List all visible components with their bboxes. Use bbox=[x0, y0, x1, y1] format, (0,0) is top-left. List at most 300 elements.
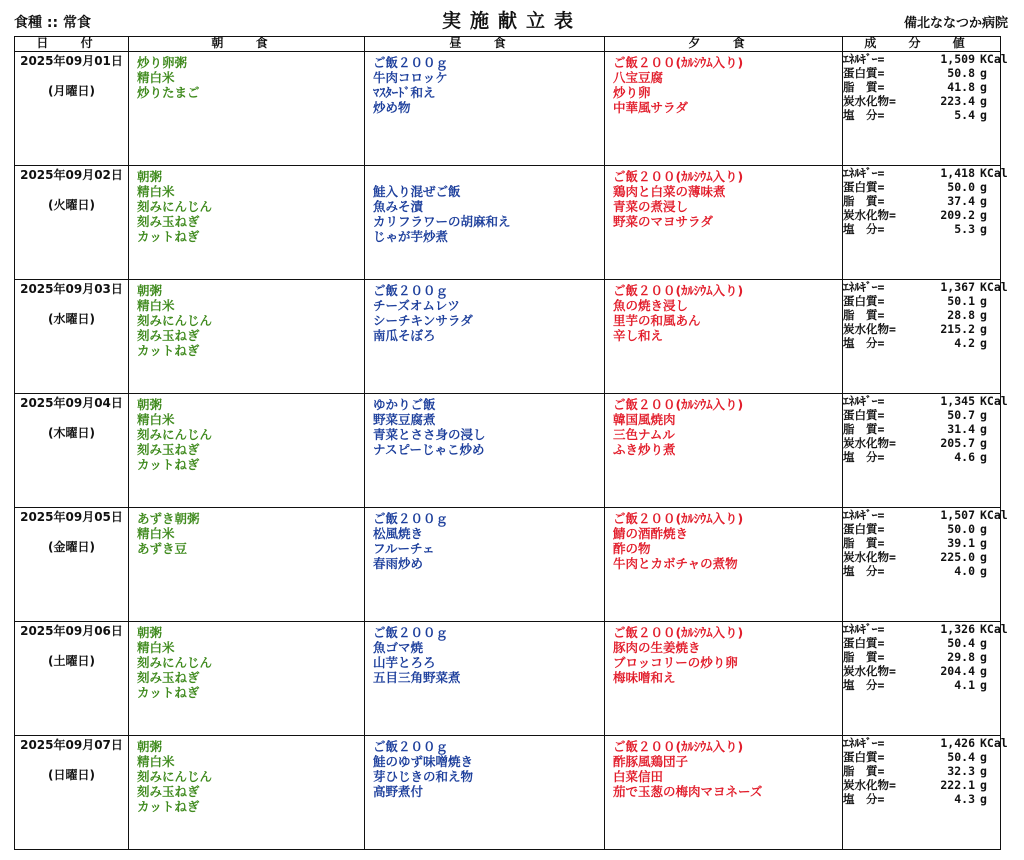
nutrient-unit-fat: g bbox=[980, 194, 987, 208]
nutrient-value-carbs: 222.1 bbox=[940, 778, 975, 792]
breakfast-item: 刻み玉ねぎ bbox=[137, 670, 200, 685]
nutrient-label-carbs: 炭水化物= bbox=[843, 436, 896, 450]
table-row bbox=[15, 166, 1001, 280]
nutrient-row-salt bbox=[843, 450, 1000, 464]
weekday-text: (木曜日) bbox=[48, 426, 95, 440]
nutrient-label-energy: ｴﾈﾙｷﾞｰ= bbox=[843, 508, 885, 522]
dinner-item: 中華風サラダ bbox=[613, 100, 688, 115]
nutrient-unit-fat: g bbox=[980, 80, 987, 94]
breakfast-item: 精白米 bbox=[137, 526, 175, 541]
lunch-item: 魚ゴマ焼 bbox=[373, 640, 424, 655]
nutrient-row-energy bbox=[843, 52, 1008, 66]
nutrient-unit-salt: g bbox=[980, 678, 987, 692]
lunch-item: 野菜豆腐煮 bbox=[373, 412, 436, 427]
nutrient-label-carbs: 炭水化物= bbox=[843, 322, 896, 336]
breakfast-item: カットねぎ bbox=[137, 229, 200, 244]
nutrient-label-salt: 塩 分= bbox=[843, 564, 885, 578]
nutrient-row-protein bbox=[843, 180, 1000, 194]
dinner-item: 里芋の和風あん bbox=[613, 313, 701, 328]
date-cell bbox=[15, 394, 129, 508]
nutrient-row-salt bbox=[843, 564, 1000, 578]
nutrient-unit-protein: g bbox=[980, 180, 987, 194]
lunch-item: 鮭のゆず味噌焼き bbox=[373, 754, 474, 769]
nutrient-unit-fat: g bbox=[980, 650, 987, 664]
nutrient-value-fat: 31.4 bbox=[947, 422, 975, 436]
dinner-cell bbox=[605, 508, 843, 622]
nutrient-label-protein: 蛋白質= bbox=[843, 66, 885, 80]
nutrient-label-fat: 脂 質= bbox=[843, 422, 885, 436]
nutrient-unit-carbs: g bbox=[980, 664, 987, 678]
nutrient-unit-carbs: g bbox=[980, 436, 987, 450]
breakfast-cell bbox=[129, 508, 365, 622]
lunch-item: チーズオムレツ bbox=[373, 298, 460, 313]
nutrient-row-energy bbox=[843, 280, 1008, 294]
lunch-item: 魚みそ漬 bbox=[373, 199, 424, 214]
weekday-text: (火曜日) bbox=[48, 198, 95, 212]
nutrient-value-energy: 1,507 bbox=[940, 508, 975, 522]
nutrient-label-energy: ｴﾈﾙｷﾞｰ= bbox=[843, 394, 885, 408]
date-cell bbox=[15, 166, 129, 280]
breakfast-item: 刻みにんじん bbox=[137, 769, 213, 784]
lunch-item: ご飯２００ｇ bbox=[373, 55, 449, 70]
breakfast-items bbox=[129, 736, 364, 814]
nutrient-value-protein: 50.7 bbox=[947, 408, 975, 422]
nutrient-row-energy bbox=[843, 736, 1008, 750]
breakfast-cell bbox=[129, 52, 365, 166]
nutrition-cell bbox=[843, 394, 1008, 508]
dinner-item: ブロッコリーの炒り卵 bbox=[613, 655, 738, 670]
nutrient-label-carbs: 炭水化物= bbox=[843, 778, 896, 792]
lunch-item: ご飯２００ｇ bbox=[373, 283, 449, 298]
nutrient-row-protein bbox=[843, 750, 1000, 764]
nutrient-unit-salt: g bbox=[980, 792, 987, 806]
nutrient-row-salt bbox=[843, 678, 1000, 692]
lunch-item: 南瓜そぼろ bbox=[373, 328, 436, 343]
breakfast-item: 精白米 bbox=[137, 298, 175, 313]
date-cell bbox=[15, 280, 129, 394]
date-cell bbox=[15, 622, 129, 736]
nutrient-value-energy: 1,345 bbox=[940, 394, 975, 408]
nutrient-value-carbs: 225.0 bbox=[940, 550, 975, 564]
dinner-item: 野菜のマヨサラダ bbox=[613, 214, 713, 229]
lunch-item: カリフラワーの胡麻和え bbox=[373, 214, 511, 229]
nutrient-value-protein: 50.4 bbox=[947, 636, 975, 650]
nutrient-unit-energy: KCal bbox=[980, 736, 1008, 750]
dinner-item: 梅味噌和え bbox=[613, 670, 676, 685]
lunch-item: 炒め物 bbox=[373, 100, 411, 115]
dinner-item: ふき炒り煮 bbox=[613, 442, 676, 457]
breakfast-item: 精白米 bbox=[137, 70, 175, 85]
nutrient-label-fat: 脂 質= bbox=[843, 536, 885, 550]
column-header-nutrition: 成 分 値 bbox=[843, 37, 1001, 52]
hospital-name: 備北ななつか病院 bbox=[903, 16, 1008, 31]
dinner-cell bbox=[605, 736, 843, 850]
dinner-item: 韓国風焼肉 bbox=[613, 412, 676, 427]
nutrient-row-fat bbox=[843, 650, 1000, 664]
breakfast-item bbox=[137, 115, 364, 130]
nutrient-row-salt bbox=[843, 336, 1000, 350]
breakfast-cell bbox=[129, 166, 365, 280]
dinner-item: ご飯２００(ｶﾙｼｳﾑ入り) bbox=[613, 511, 744, 526]
nutrient-label-energy: ｴﾈﾙｷﾞｰ= bbox=[843, 52, 885, 66]
dinner-item: 辛し和え bbox=[613, 328, 664, 343]
nutrient-value-salt: 4.1 bbox=[954, 678, 975, 692]
lunch-item: ゆかりご飯 bbox=[373, 397, 436, 412]
lunch-items bbox=[365, 508, 604, 571]
dinner-item: 鯖の酒酢焼き bbox=[613, 526, 689, 541]
date-text: 2025年09月03日 bbox=[20, 282, 123, 296]
table-row bbox=[15, 508, 1001, 622]
nutrient-label-energy: ｴﾈﾙｷﾞｰ= bbox=[843, 280, 885, 294]
date-text: 2025年09月05日 bbox=[20, 510, 123, 524]
breakfast-cell bbox=[129, 736, 365, 850]
lunch-item bbox=[373, 169, 604, 184]
nutrient-row-protein bbox=[843, 408, 1000, 422]
breakfast-item: 刻み玉ねぎ bbox=[137, 442, 200, 457]
breakfast-item: 精白米 bbox=[137, 754, 175, 769]
weekday-text: (土曜日) bbox=[48, 654, 95, 668]
nutrition-cell bbox=[843, 736, 1008, 850]
nutrient-row-carbs bbox=[843, 436, 1000, 450]
nutrient-value-carbs: 215.2 bbox=[940, 322, 975, 336]
nutrient-row-energy bbox=[843, 166, 1008, 180]
nutrient-value-salt: 4.0 bbox=[954, 564, 975, 578]
breakfast-item: 朝粥 bbox=[137, 397, 163, 412]
nutrient-label-protein: 蛋白質= bbox=[843, 636, 885, 650]
nutrient-row-energy bbox=[843, 508, 1008, 522]
nutrient-label-fat: 脂 質= bbox=[843, 194, 885, 208]
nutrient-value-protein: 50.8 bbox=[947, 66, 975, 80]
nutrient-label-protein: 蛋白質= bbox=[843, 180, 885, 194]
date-text: 2025年09月02日 bbox=[20, 168, 123, 182]
lunch-item: 高野煮付 bbox=[373, 784, 424, 799]
breakfast-item: 朝粥 bbox=[137, 739, 163, 754]
nutrient-row-carbs bbox=[843, 778, 1000, 792]
nutrient-label-carbs: 炭水化物= bbox=[843, 208, 896, 222]
nutrient-value-fat: 37.4 bbox=[947, 194, 975, 208]
nutrient-unit-carbs: g bbox=[980, 94, 987, 108]
column-header-date: 日 付 bbox=[15, 37, 129, 52]
nutrient-row-energy bbox=[843, 622, 1008, 636]
dinner-item: ご飯２００(ｶﾙｼｳﾑ入り) bbox=[613, 169, 744, 184]
nutrient-label-fat: 脂 質= bbox=[843, 80, 885, 94]
nutrient-unit-salt: g bbox=[980, 564, 987, 578]
nutrient-row-salt bbox=[843, 792, 1000, 806]
dinner-item: 魚の焼き浸し bbox=[613, 298, 689, 313]
menu-table bbox=[14, 36, 1008, 850]
lunch-cell bbox=[365, 736, 605, 850]
breakfast-items bbox=[129, 508, 364, 586]
meal-type-label: 食種 :: 常食 bbox=[14, 15, 91, 31]
table-row bbox=[15, 52, 1001, 166]
breakfast-item: 刻みにんじん bbox=[137, 313, 213, 328]
lunch-item: シーチキンサラダ bbox=[373, 313, 473, 328]
page-title: 実施献立表 bbox=[441, 10, 582, 32]
lunch-item: 青菜とささ身の浸し bbox=[373, 427, 486, 442]
nutrient-value-fat: 32.3 bbox=[947, 764, 975, 778]
nutrient-row-carbs bbox=[843, 322, 1000, 336]
nutrient-value-protein: 50.1 bbox=[947, 294, 975, 308]
breakfast-item: 精白米 bbox=[137, 640, 175, 655]
nutrient-unit-fat: g bbox=[980, 536, 987, 550]
weekday-text: (月曜日) bbox=[48, 84, 95, 98]
nutrient-row-fat bbox=[843, 536, 1000, 550]
nutrient-unit-salt: g bbox=[980, 108, 987, 122]
nutrient-label-protein: 蛋白質= bbox=[843, 750, 885, 764]
lunch-item: 松風焼き bbox=[373, 526, 424, 541]
dinner-item: ご飯２００(ｶﾙｼｳﾑ入り) bbox=[613, 739, 744, 754]
nutrient-label-fat: 脂 質= bbox=[843, 764, 885, 778]
table-row bbox=[15, 736, 1001, 850]
nutrition-cell bbox=[843, 508, 1008, 622]
dinner-item: 炒り卵 bbox=[613, 85, 651, 100]
breakfast-item: 精白米 bbox=[137, 184, 175, 199]
date-cell bbox=[15, 736, 129, 850]
nutrient-label-carbs: 炭水化物= bbox=[843, 664, 896, 678]
column-header-breakfast: 朝 食 bbox=[129, 37, 365, 52]
nutrient-value-salt: 5.3 bbox=[954, 222, 975, 236]
dinner-items bbox=[605, 280, 842, 343]
breakfast-cell bbox=[129, 280, 365, 394]
nutrient-row-protein bbox=[843, 636, 1000, 650]
breakfast-item: 刻みにんじん bbox=[137, 655, 213, 670]
dinner-items bbox=[605, 52, 842, 115]
breakfast-item: 炒り卵粥 bbox=[137, 55, 188, 70]
lunch-items bbox=[365, 736, 604, 799]
nutrient-unit-protein: g bbox=[980, 408, 987, 422]
lunch-items bbox=[365, 52, 604, 115]
nutrient-label-fat: 脂 質= bbox=[843, 308, 885, 322]
nutrient-unit-salt: g bbox=[980, 222, 987, 236]
breakfast-items bbox=[129, 280, 364, 358]
nutrient-row-carbs bbox=[843, 94, 1000, 108]
nutrient-label-salt: 塩 分= bbox=[843, 792, 885, 806]
nutrient-unit-carbs: g bbox=[980, 550, 987, 564]
dinner-cell bbox=[605, 394, 843, 508]
nutrient-label-energy: ｴﾈﾙｷﾞｰ= bbox=[843, 622, 885, 636]
lunch-items bbox=[365, 622, 604, 685]
lunch-item: ご飯２００ｇ bbox=[373, 625, 449, 640]
breakfast-item: 炒りたまご bbox=[137, 85, 200, 100]
nutrient-label-salt: 塩 分= bbox=[843, 678, 885, 692]
lunch-cell bbox=[365, 622, 605, 736]
breakfast-item: あずき朝粥 bbox=[137, 511, 200, 526]
nutrient-unit-protein: g bbox=[980, 522, 987, 536]
nutrient-value-carbs: 205.7 bbox=[940, 436, 975, 450]
breakfast-item bbox=[137, 556, 364, 571]
nutrient-value-protein: 50.4 bbox=[947, 750, 975, 764]
nutrient-value-salt: 4.6 bbox=[954, 450, 975, 464]
nutrient-unit-protein: g bbox=[980, 294, 987, 308]
nutrient-label-salt: 塩 分= bbox=[843, 108, 885, 122]
date-text: 2025年09月01日 bbox=[20, 54, 123, 68]
nutrient-row-carbs bbox=[843, 208, 1000, 222]
nutrient-row-fat bbox=[843, 308, 1000, 322]
lunch-item: 鮭入り混ぜご飯 bbox=[373, 184, 461, 199]
nutrient-unit-energy: KCal bbox=[980, 280, 1008, 294]
nutrient-value-fat: 39.1 bbox=[947, 536, 975, 550]
nutrient-value-protein: 50.0 bbox=[947, 522, 975, 536]
date-text: 2025年09月06日 bbox=[20, 624, 123, 638]
nutrient-unit-fat: g bbox=[980, 422, 987, 436]
table-row bbox=[15, 394, 1001, 508]
lunch-cell bbox=[365, 394, 605, 508]
breakfast-item: 刻みにんじん bbox=[137, 427, 213, 442]
dinner-cell bbox=[605, 166, 843, 280]
nutrient-value-carbs: 209.2 bbox=[940, 208, 975, 222]
lunch-items bbox=[365, 166, 604, 244]
nutrient-value-energy: 1,367 bbox=[940, 280, 975, 294]
dinner-item: 鶏肉と白菜の薄味煮 bbox=[613, 184, 726, 199]
breakfast-item: 刻み玉ねぎ bbox=[137, 784, 200, 799]
breakfast-items bbox=[129, 394, 364, 472]
nutrient-unit-carbs: g bbox=[980, 778, 987, 792]
nutrient-value-salt: 4.2 bbox=[954, 336, 975, 350]
dinner-item: ご飯２００(ｶﾙｼｳﾑ入り) bbox=[613, 283, 744, 298]
nutrient-label-protein: 蛋白質= bbox=[843, 294, 885, 308]
lunch-item: 五目三角野菜煮 bbox=[373, 670, 461, 685]
nutrient-row-protein bbox=[843, 522, 1000, 536]
dinner-item: 茄で玉葱の梅肉マヨネーズ bbox=[613, 784, 763, 799]
dinner-item: ご飯２００(ｶﾙｼｳﾑ入り) bbox=[613, 397, 744, 412]
lunch-items bbox=[365, 394, 604, 457]
dinner-item: ご飯２００(ｶﾙｼｳﾑ入り) bbox=[613, 625, 744, 640]
nutrient-unit-energy: KCal bbox=[980, 52, 1008, 66]
breakfast-item: 精白米 bbox=[137, 412, 175, 427]
nutrient-value-protein: 50.0 bbox=[947, 180, 975, 194]
nutrient-unit-energy: KCal bbox=[980, 394, 1008, 408]
dinner-items bbox=[605, 736, 842, 799]
nutrient-label-fat: 脂 質= bbox=[843, 650, 885, 664]
breakfast-item: カットねぎ bbox=[137, 343, 200, 358]
table-row bbox=[15, 280, 1001, 394]
nutrient-unit-protein: g bbox=[980, 66, 987, 80]
dinner-cell bbox=[605, 622, 843, 736]
table-header-row bbox=[15, 37, 1001, 52]
breakfast-item: 朝粥 bbox=[137, 283, 163, 298]
breakfast-item: 刻み玉ねぎ bbox=[137, 214, 200, 229]
lunch-item: ご飯２００ｇ bbox=[373, 511, 449, 526]
nutrient-unit-carbs: g bbox=[980, 322, 987, 336]
nutrient-unit-energy: KCal bbox=[980, 166, 1008, 180]
dinner-item: 豚肉の生姜焼き bbox=[613, 640, 701, 655]
dinner-item: 八宝豆腐 bbox=[613, 70, 664, 85]
nutrient-value-energy: 1,418 bbox=[940, 166, 975, 180]
nutrition-cell bbox=[843, 166, 1008, 280]
table-row bbox=[15, 622, 1001, 736]
breakfast-items bbox=[129, 166, 364, 244]
dinner-cell bbox=[605, 52, 843, 166]
lunch-item: 牛肉コロッケ bbox=[373, 70, 448, 85]
nutrient-label-protein: 蛋白質= bbox=[843, 408, 885, 422]
breakfast-item bbox=[137, 571, 364, 586]
breakfast-items bbox=[129, 622, 364, 700]
date-text: 2025年09月04日 bbox=[20, 396, 123, 410]
nutrient-label-energy: ｴﾈﾙｷﾞｰ= bbox=[843, 166, 885, 180]
nutrient-value-carbs: 204.4 bbox=[940, 664, 975, 678]
nutrient-unit-salt: g bbox=[980, 450, 987, 464]
lunch-item: 芽ひじきの和え物 bbox=[373, 769, 474, 784]
lunch-item: 春雨炒め bbox=[373, 556, 424, 571]
nutrient-unit-salt: g bbox=[980, 336, 987, 350]
breakfast-items bbox=[129, 52, 364, 130]
weekday-text: (水曜日) bbox=[48, 312, 95, 326]
nutrient-unit-fat: g bbox=[980, 308, 987, 322]
nutrient-label-salt: 塩 分= bbox=[843, 336, 885, 350]
dinner-item: 三色ナムル bbox=[613, 427, 675, 442]
breakfast-item: カットねぎ bbox=[137, 685, 200, 700]
breakfast-item: 朝粥 bbox=[137, 169, 163, 184]
nutrient-label-salt: 塩 分= bbox=[843, 222, 885, 236]
nutrient-unit-fat: g bbox=[980, 764, 987, 778]
nutrient-row-protein bbox=[843, 294, 1000, 308]
nutrient-value-energy: 1,326 bbox=[940, 622, 975, 636]
menu-body bbox=[15, 52, 1008, 850]
dinner-items bbox=[605, 394, 842, 457]
nutrient-unit-energy: KCal bbox=[980, 622, 1008, 636]
nutrient-value-energy: 1,426 bbox=[940, 736, 975, 750]
nutrient-value-fat: 29.8 bbox=[947, 650, 975, 664]
breakfast-item: カットねぎ bbox=[137, 457, 200, 472]
breakfast-cell bbox=[129, 622, 365, 736]
weekday-text: (日曜日) bbox=[48, 768, 95, 782]
dinner-item: 白菜信田 bbox=[613, 769, 664, 784]
nutrient-value-carbs: 223.4 bbox=[940, 94, 975, 108]
nutrient-label-carbs: 炭水化物= bbox=[843, 94, 896, 108]
lunch-item: ﾏｽﾀｰﾄﾞ和え bbox=[373, 85, 436, 100]
nutrient-value-salt: 4.3 bbox=[954, 792, 975, 806]
lunch-cell bbox=[365, 52, 605, 166]
nutrient-unit-energy: KCal bbox=[980, 508, 1008, 522]
column-header-lunch: 昼 食 bbox=[365, 37, 605, 52]
dinner-item: 酢の物 bbox=[613, 541, 651, 556]
nutrient-row-salt bbox=[843, 222, 1000, 236]
breakfast-item: カットねぎ bbox=[137, 799, 200, 814]
nutrient-row-fat bbox=[843, 194, 1000, 208]
breakfast-cell bbox=[129, 394, 365, 508]
nutrient-row-salt bbox=[843, 108, 1000, 122]
nutrient-row-carbs bbox=[843, 664, 1000, 678]
nutrient-label-salt: 塩 分= bbox=[843, 450, 885, 464]
breakfast-item: あずき豆 bbox=[137, 541, 188, 556]
dinner-items bbox=[605, 622, 842, 685]
nutrition-cell bbox=[843, 280, 1008, 394]
dinner-item: 青菜の煮浸し bbox=[613, 199, 689, 214]
dinner-cell bbox=[605, 280, 843, 394]
column-header-dinner: 夕 食 bbox=[605, 37, 843, 52]
lunch-cell bbox=[365, 166, 605, 280]
nutrient-label-energy: ｴﾈﾙｷﾞｰ= bbox=[843, 736, 885, 750]
nutrient-value-fat: 28.8 bbox=[947, 308, 975, 322]
breakfast-item bbox=[137, 100, 364, 115]
nutrient-value-fat: 41.8 bbox=[947, 80, 975, 94]
lunch-item: 山芋とろろ bbox=[373, 655, 436, 670]
date-cell bbox=[15, 52, 129, 166]
nutrient-unit-carbs: g bbox=[980, 208, 987, 222]
lunch-item: ナスピーじゃこ炒め bbox=[373, 442, 485, 457]
lunch-item: じゃが芋炒煮 bbox=[373, 229, 449, 244]
nutrient-row-carbs bbox=[843, 550, 1000, 564]
weekday-text: (金曜日) bbox=[48, 540, 95, 554]
date-text: 2025年09月07日 bbox=[20, 738, 123, 752]
nutrient-row-fat bbox=[843, 80, 1000, 94]
lunch-cell bbox=[365, 280, 605, 394]
nutrition-cell bbox=[843, 52, 1008, 166]
dinner-items bbox=[605, 508, 842, 571]
nutrient-row-protein bbox=[843, 66, 1000, 80]
page-header bbox=[0, 0, 1024, 36]
dinner-item: 牛肉とカボチャの煮物 bbox=[613, 556, 738, 571]
